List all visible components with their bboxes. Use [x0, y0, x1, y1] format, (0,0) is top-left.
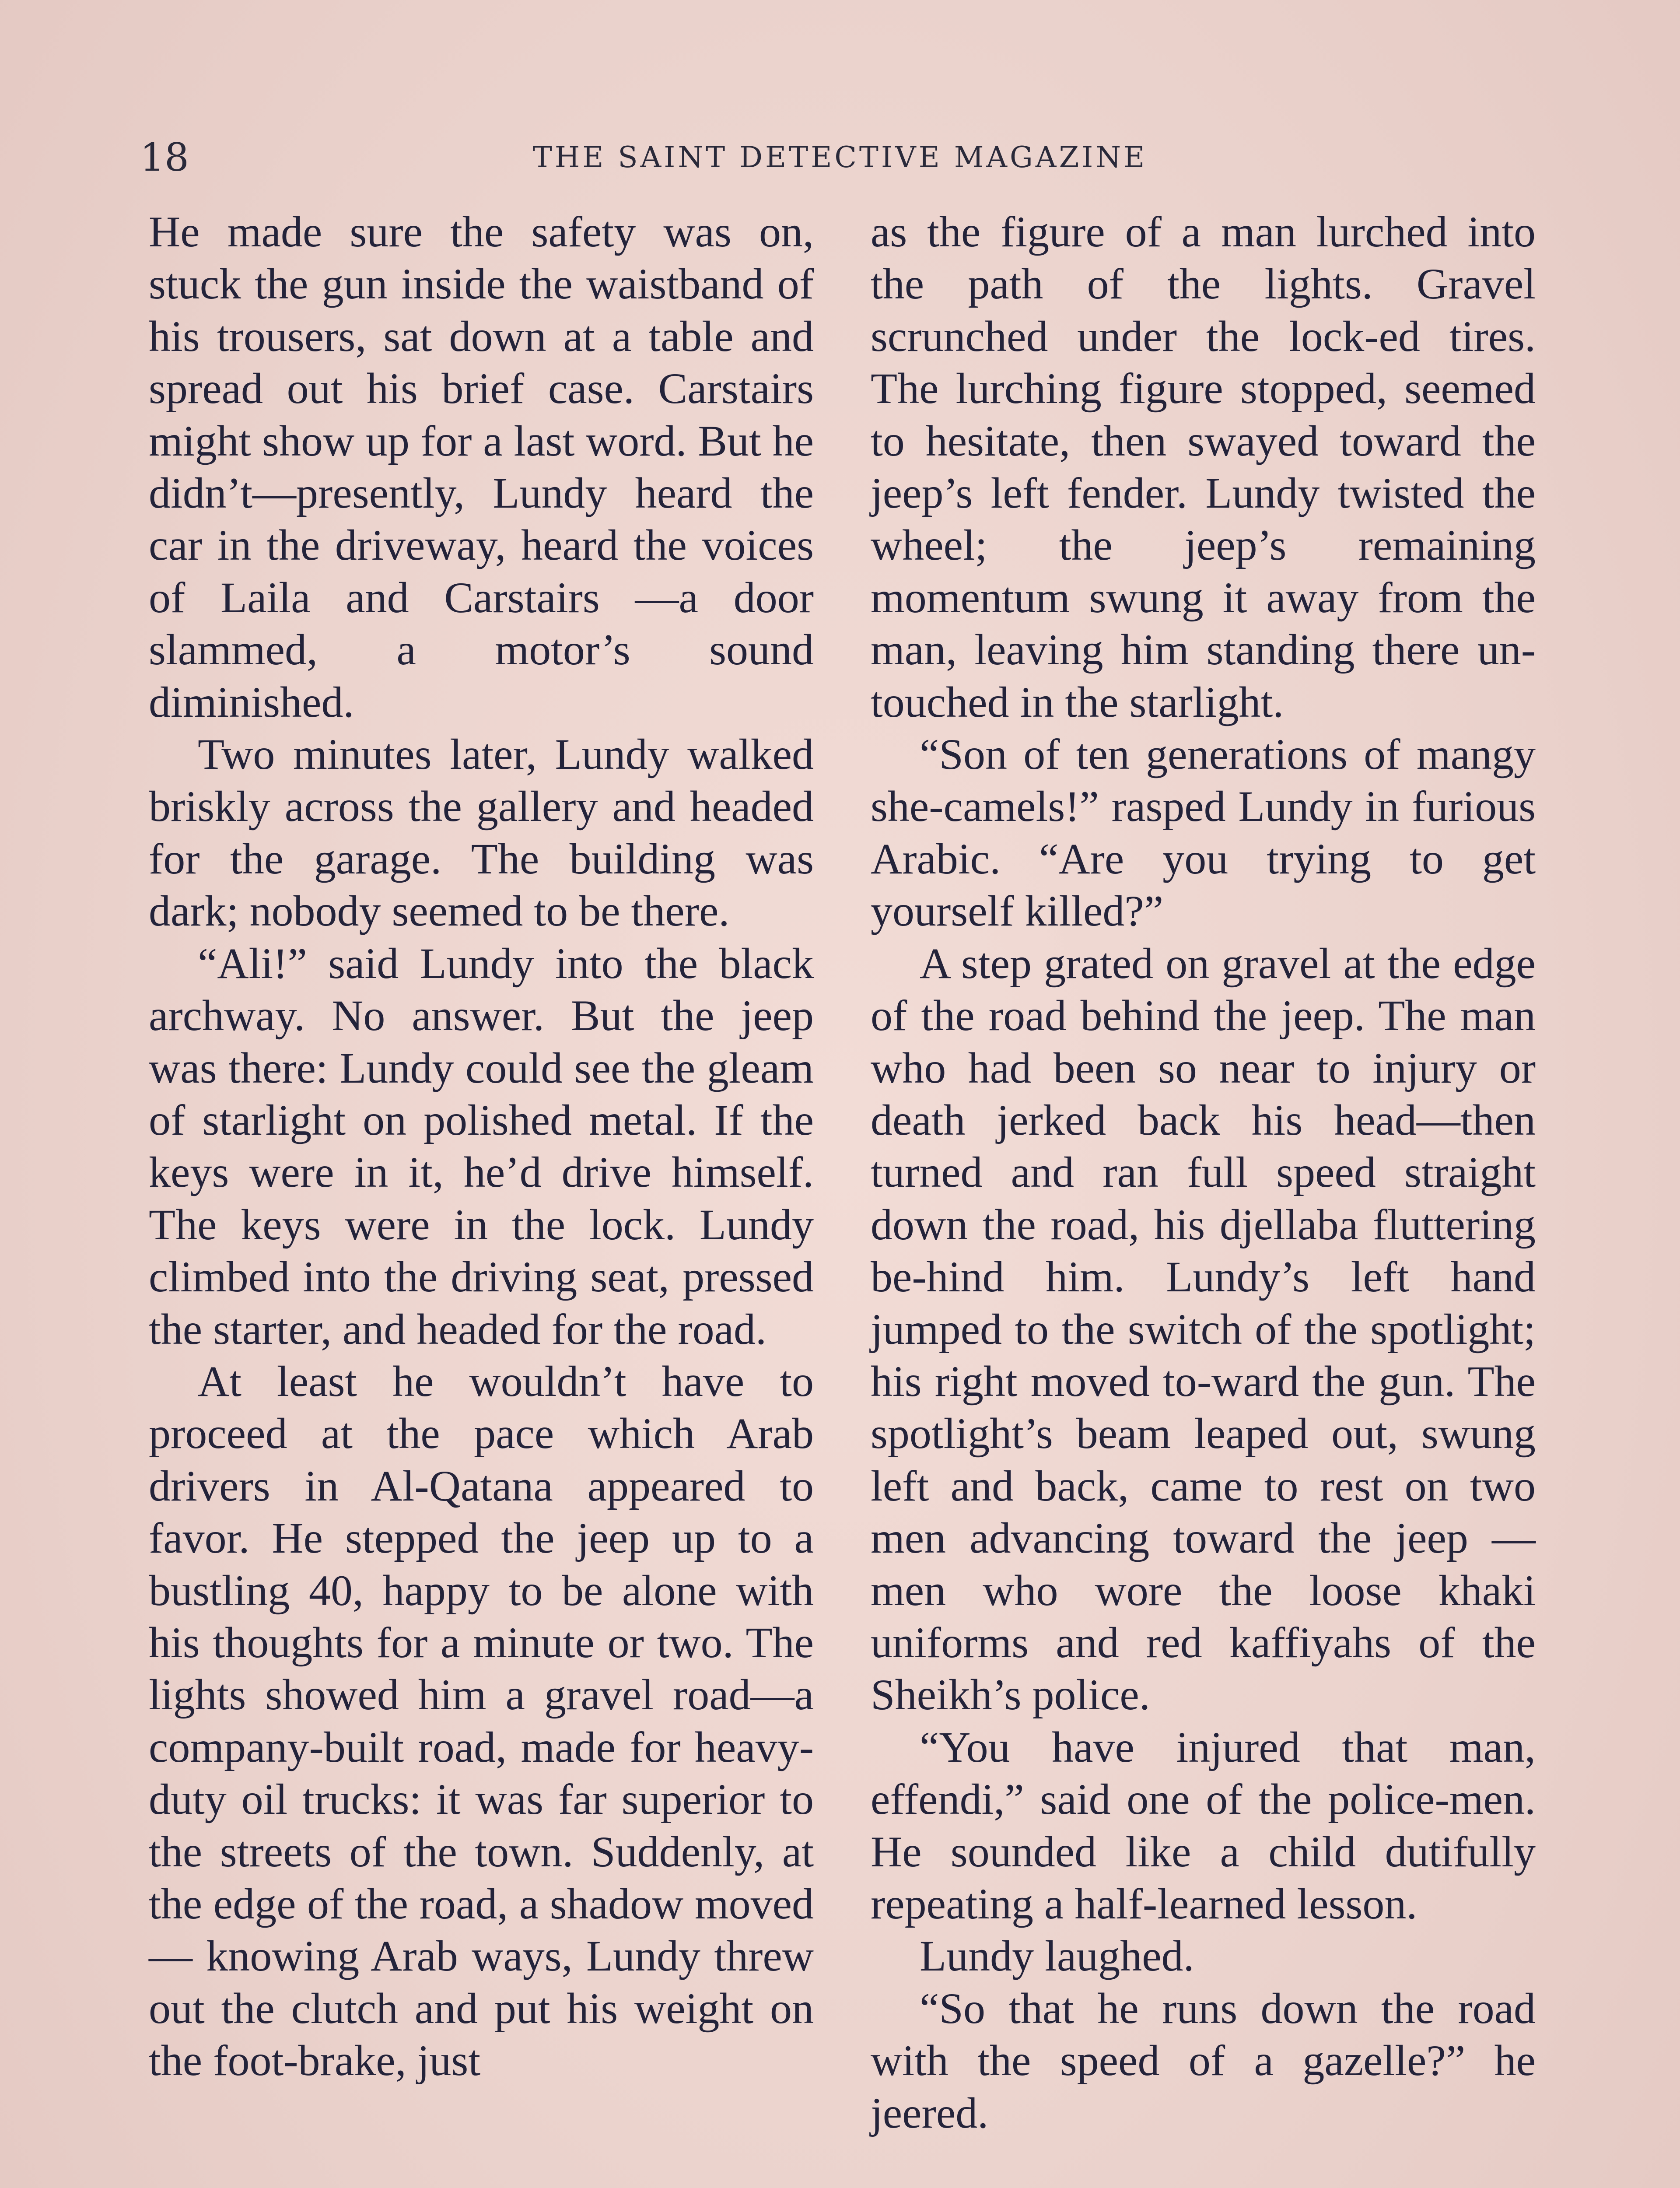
paragraph: as the figure of a man lurched into the path of the lights. Gravel scrunched under the lock-ed tires. The lurching figure stopped, seemed to hesitate, then swayed toward the jeep’s left fender. Lundy twisted the wheel; the jeep’s remaining momentum swung it away from the man, leaving him standing there un-touched in the starlight. [871, 207, 1536, 726]
paragraph: He made sure the safety was on, stuck the gun inside the waistband of his trousers, sat down at a table and spread out his brief case. Carstairs might show up for a last word. But he didn’t—presently, Lundy heard the car in the driveway, heard the voices of Laila and Carstairs —a door slammed, a motor’s sound diminished. [149, 207, 814, 726]
paragraph: “You have injured that man, effendi,” said one of the police-men. He sounded like a child dutifully repeating a half-learned lesson. [871, 1722, 1536, 1928]
paragraph: Lundy laughed. [920, 1932, 1194, 1981]
paragraph: “Son of ten generations of mangy she-camels!” rasped Lundy in furious Arabic. “Are you trying to get yourself killed?” [871, 730, 1536, 936]
right-column [871, 206, 1536, 2139]
left-column [149, 206, 814, 2087]
paragraph: Two minutes later, Lundy walked briskly across the gallery and headed for the garage. The building was dark; nobody seemed to be there. [149, 730, 814, 936]
page-number: 18 [140, 135, 189, 180]
paragraph: At least he wouldn’t have to proceed at the pace which Arab drivers in Al-Qatana appeared to favor. He stepped the jeep up to a bustling 40, happy to be alone with his thoughts for a minute or two. The lights showed him a gravel road—a company-built road, made for heavy-duty oil trucks: it was far superior to the streets of the town. Suddenly, at the edge of the road, a shadow moved— knowing Arab ways, Lundy threw out the clutch and put his weight on the foot-brake, just [149, 1357, 814, 2085]
paragraph: “Ali!” said Lundy into the black archway. No answer. But the jeep was there: Lundy could see the gleam of starlight on polished metal. If the keys were in it, he’d drive himself. The keys were in the lock. Lundy climbed into the driving seat, pressed the starter, and headed for the road. [149, 939, 814, 1353]
paragraph: A step grated on gravel at the edge of the road behind the jeep. The man who had been so near to injury or death jerked back his head—then turned and ran full speed straight down the road, his djellaba fluttering be-hind him. Lundy’s left hand jumped to the switch of the spotlight; his right moved to-ward the gun. The spotlight’s beam leaped out, swung left and back, came to rest on two men advancing toward the jeep —men who wore the loose khaki uniforms and red kaffiyahs of the Sheikh’s police. [871, 939, 1536, 1719]
page-header [140, 131, 1540, 184]
running-head: THE SAINT DETECTIVE MAGAZINE [532, 140, 1148, 174]
paragraph: “So that he runs down the road with the speed of a gazelle?” he jeered. [871, 1984, 1536, 2137]
